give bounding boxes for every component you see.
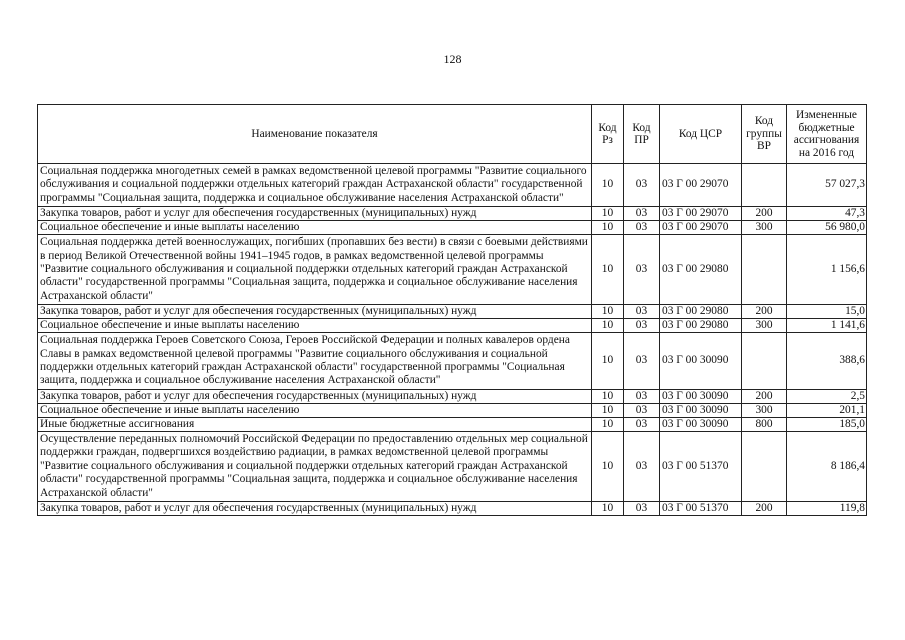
header-csr: Код ЦСР xyxy=(660,105,742,164)
row-amount: 1 141,6 xyxy=(787,319,867,333)
row-name: Социальная поддержка многодетных семей в рамках ведомственной целевой программы "Развитие социального обслуживания и социальной поддержки отдельных категорий граждан Астраханской области" государственной программы "Социальная защита, поддержка и социальное обслуживание населения Астраханской области" xyxy=(38,164,592,207)
header-vr: Код группы ВР xyxy=(742,105,787,164)
row-amount: 56 980,0 xyxy=(787,221,867,235)
row-pr: 03 xyxy=(624,389,660,403)
row-vr xyxy=(742,431,787,501)
row-vr: 300 xyxy=(742,403,787,417)
row-vr: 200 xyxy=(742,207,787,221)
row-csr: 03 Г 00 30090 xyxy=(660,417,742,431)
row-csr: 03 Г 00 51370 xyxy=(660,431,742,501)
row-rz: 10 xyxy=(592,305,624,319)
table-row xyxy=(38,333,867,390)
row-vr: 200 xyxy=(742,389,787,403)
row-vr: 200 xyxy=(742,305,787,319)
row-csr: 03 Г 00 29080 xyxy=(660,305,742,319)
row-csr: 03 Г 00 29070 xyxy=(660,221,742,235)
row-amount: 2,5 xyxy=(787,389,867,403)
header-name: Наименование показателя xyxy=(38,105,592,164)
row-rz: 10 xyxy=(592,235,624,305)
row-rz: 10 xyxy=(592,164,624,207)
row-name: Социальное обеспечение и иные выплаты населению xyxy=(38,403,592,417)
row-amount: 201,1 xyxy=(787,403,867,417)
table-row xyxy=(38,221,867,235)
row-csr: 03 Г 00 30090 xyxy=(660,389,742,403)
row-csr: 03 Г 00 30090 xyxy=(660,403,742,417)
header-pr: Код ПР xyxy=(624,105,660,164)
row-name: Закупка товаров, работ и услуг для обеспечения государственных (муниципальных) нужд xyxy=(38,305,592,319)
row-name: Социальное обеспечение и иные выплаты населению xyxy=(38,221,592,235)
table-row xyxy=(38,319,867,333)
row-rz: 10 xyxy=(592,417,624,431)
row-pr: 03 xyxy=(624,417,660,431)
row-rz: 10 xyxy=(592,207,624,221)
header-amount: Измененные бюджетные ассигнования на 2016 год xyxy=(787,105,867,164)
row-vr: 300 xyxy=(742,221,787,235)
page-number: 128 xyxy=(443,52,462,66)
row-amount: 15,0 xyxy=(787,305,867,319)
row-vr: 300 xyxy=(742,319,787,333)
header-rz: Код Рз xyxy=(592,105,624,164)
row-csr: 03 Г 00 29070 xyxy=(660,164,742,207)
row-name: Социальная поддержка детей военнослужащих, погибших (пропавших без вести) в связи с боевыми действиями в период Великой Отечественной войны 1941–1945 годов, в рамках ведомственной целевой программы "Развитие социального обслуживания и социальной поддержки отдельных категорий граждан Астраханской области" государственной программы "Социальная защита, поддержка и социальное обслуживание населения Астраханской области" xyxy=(38,235,592,305)
row-pr: 03 xyxy=(624,221,660,235)
row-amount: 47,3 xyxy=(787,207,867,221)
row-rz: 10 xyxy=(592,333,624,390)
row-rz: 10 xyxy=(592,431,624,501)
table-row xyxy=(38,207,867,221)
row-pr: 03 xyxy=(624,207,660,221)
table-row xyxy=(38,501,867,515)
row-pr: 03 xyxy=(624,431,660,501)
table-row xyxy=(38,431,867,501)
row-pr: 03 xyxy=(624,403,660,417)
row-vr: 200 xyxy=(742,501,787,515)
row-vr xyxy=(742,333,787,390)
row-pr: 03 xyxy=(624,235,660,305)
row-csr: 03 Г 00 29080 xyxy=(660,319,742,333)
table-row xyxy=(38,305,867,319)
row-pr: 03 xyxy=(624,164,660,207)
row-amount: 119,8 xyxy=(787,501,867,515)
row-pr: 03 xyxy=(624,333,660,390)
row-rz: 10 xyxy=(592,389,624,403)
row-rz: 10 xyxy=(592,403,624,417)
table-row xyxy=(38,417,867,431)
row-name: Осуществление переданных полномочий Российской Федерации по предоставлению отдельных мер социальной поддержки граждан, подвергшихся воздействию радиации, в рамках ведомственной целевой программы "Развитие социального обслуживания и социальной поддержки отдельных категорий граждан Астраханской области" государственной программы "Социальная защита, поддержка и социальное обслуживание населения Астраханской области" xyxy=(38,431,592,501)
row-csr: 03 Г 00 30090 xyxy=(660,333,742,390)
row-name: Закупка товаров, работ и услуг для обеспечения государственных (муниципальных) нужд xyxy=(38,207,592,221)
row-pr: 03 xyxy=(624,501,660,515)
table-row xyxy=(38,235,867,305)
row-csr: 03 Г 00 29070 xyxy=(660,207,742,221)
row-pr: 03 xyxy=(624,305,660,319)
row-amount: 57 027,3 xyxy=(787,164,867,207)
row-vr xyxy=(742,235,787,305)
row-rz: 10 xyxy=(592,319,624,333)
row-pr: 03 xyxy=(624,319,660,333)
table-row xyxy=(38,164,867,207)
table-row xyxy=(38,403,867,417)
row-name: Социальная поддержка Героев Советского Союза, Героев Российской Федерации и полных кавалеров ордена Славы в рамках ведомственной целевой программы "Развитие социального обслуживания и социальной поддержки отдельных категорий граждан Астраханской области" государственной программы "Социальная защита, поддержка и социальное обслуживание населения Астраханской области" xyxy=(38,333,592,390)
row-vr: 800 xyxy=(742,417,787,431)
table-header-row xyxy=(38,105,867,164)
row-amount: 1 156,6 xyxy=(787,235,867,305)
row-amount: 8 186,4 xyxy=(787,431,867,501)
budget-table xyxy=(37,104,867,516)
row-name: Иные бюджетные ассигнования xyxy=(38,417,592,431)
row-amount: 388,6 xyxy=(787,333,867,390)
row-csr: 03 Г 00 29080 xyxy=(660,235,742,305)
row-vr xyxy=(742,164,787,207)
row-rz: 10 xyxy=(592,221,624,235)
row-name: Закупка товаров, работ и услуг для обеспечения государственных (муниципальных) нужд xyxy=(38,389,592,403)
row-csr: 03 Г 00 51370 xyxy=(660,501,742,515)
row-name: Закупка товаров, работ и услуг для обеспечения государственных (муниципальных) нужд xyxy=(38,501,592,515)
row-amount: 185,0 xyxy=(787,417,867,431)
row-name: Социальное обеспечение и иные выплаты населению xyxy=(38,319,592,333)
table-row xyxy=(38,389,867,403)
row-rz: 10 xyxy=(592,501,624,515)
